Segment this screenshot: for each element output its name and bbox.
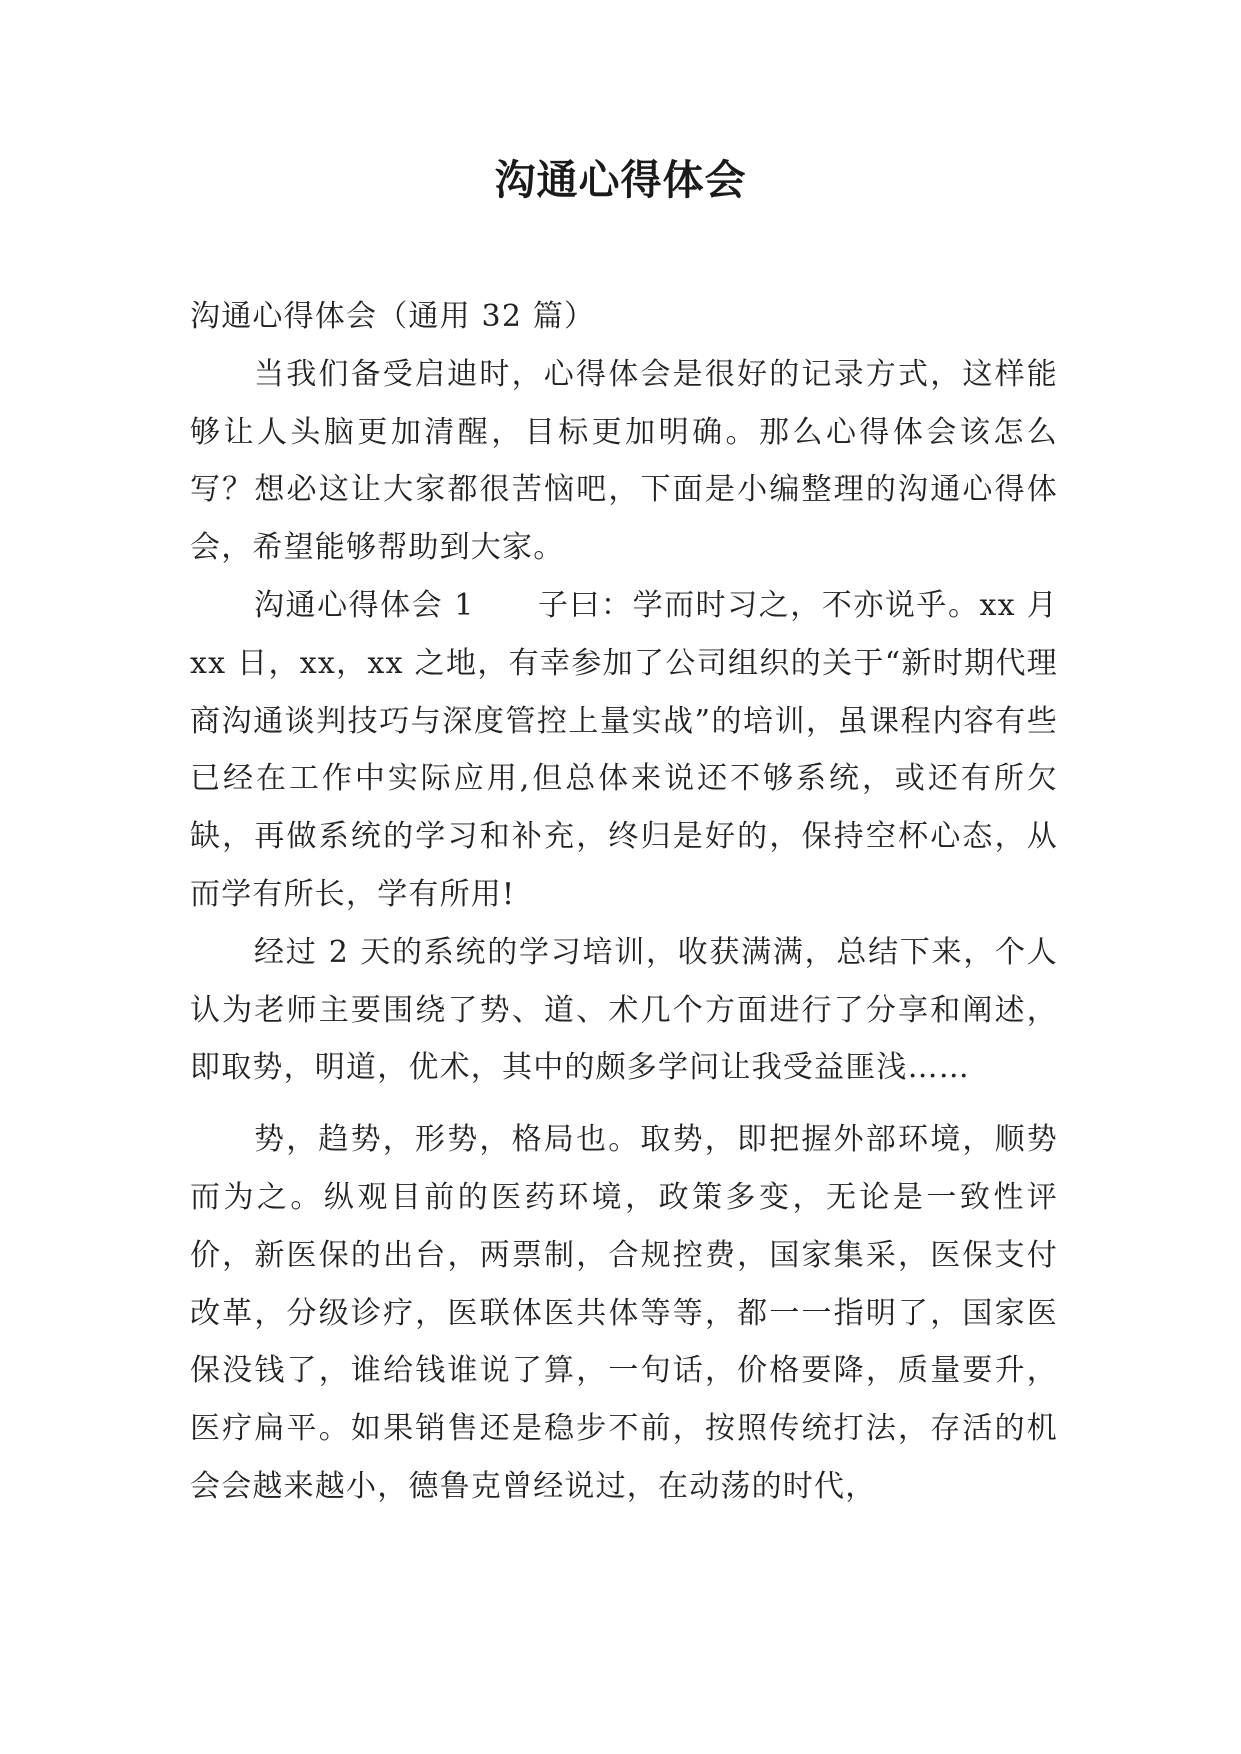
- document-body: [190, 288, 1058, 1516]
- paragraph-section-1: 沟通心得体会 1 子曰：学而时习之，不亦说乎。xx 月 xx 日，xx，xx 之地，有幸参加了公司组织的关于“新时期代理商沟通谈判技巧与深度管控上量实战”的培训，虽课程内容有些已经在工作中实际应用,但总体来说还不够系统，或还有所欠缺，再做系统的学习和补充，终归是好的，保持空杯心态，从而学有所长，学有所用!: [190, 587, 1058, 912]
- document-subtitle: 沟通心得体会（通用 32 篇）: [190, 299, 596, 334]
- paragraph-trend: 势，趋势，形势，格局也。取势，即把握外部环境，顺势而为之。纵观目前的医药环境，政策多变，无论是一致性评价，新医保的出台，两票制，合规控费，国家集采，医保支付改革，分级诊疗，医联体医共体等等，都一一指明了，国家医保没钱了，谁给钱谁说了算，一句话，价格要降，质量要升，医疗扁平。如果销售还是稳步不前，按照传统打法，存活的机会会越来越小，德鲁克曾经说过，在动荡的时代，: [190, 1122, 1058, 1504]
- paragraph-intro: 当我们备受启迪时，心得体会是很好的记录方式，这样能够让人头脑更加清醒，目标更加明确。那么心得体会该怎么写？想必这让大家都很苦恼吧，下面是小编整理的沟通心得体会，希望能够帮助到大家。: [190, 356, 1058, 566]
- paragraph-training-summary: 经过 2 天的系统的学习培训，收获满满，总结下来，个人认为老师主要围绕了势、道、术几个方面进行了分享和阐述，即取势，明道，优术，其中的颇多学问让我受益匪浅……: [190, 934, 1058, 1086]
- document-title: 沟通心得体会: [494, 156, 747, 204]
